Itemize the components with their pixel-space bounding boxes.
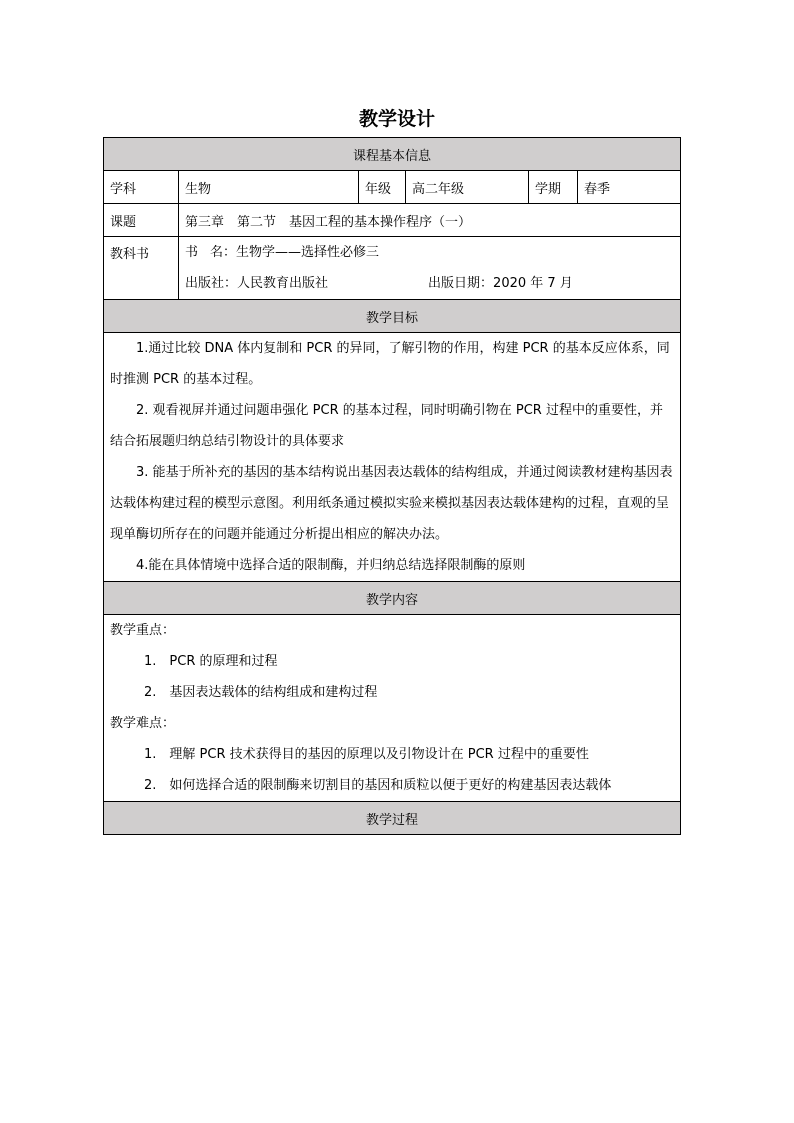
key-point-item: 1. PCR 的原理和过程 <box>144 654 278 669</box>
subject-row <box>104 171 681 204</box>
objectives-body <box>104 333 681 582</box>
book-name-value: 生物学——选择性必修三 <box>236 245 380 260</box>
publisher-value: 人民教育出版社 <box>237 276 329 291</box>
lesson-plan-table <box>103 137 681 835</box>
grade-label: 年级 <box>359 171 406 204</box>
content-header: 教学内容 <box>104 582 681 615</box>
textbook-info <box>179 237 681 300</box>
objective-item: 2. 观看视屏并通过问题串强化 PCR 的基本过程，同时明确引物在 PCR 过程中的重要性，并结合拓展题归纳总结引物设计的具体要求 <box>110 403 663 449</box>
document-title: 教学设计 <box>358 108 435 130</box>
textbook-row <box>104 237 681 300</box>
publisher-label: 出版社： <box>185 276 238 291</box>
subject-value: 生物 <box>179 171 359 204</box>
difficult-point-item: 1. 理解 PCR 技术获得目的基因的原理以及引物设计在 PCR 过程中的重要性 <box>144 747 589 762</box>
objective-item: 1.通过比较 DNA 体内复制和 PCR 的异同，了解引物的作用，构建 PCR 的基本反应体系，同时推测 PCR 的基本过程。 <box>110 341 670 387</box>
objective-item: 3. 能基于所补充的基因的基本结构说出基因表达载体的结构组成，并通过阅读教材建构基因表达载体构建过程的模型示意图。利用纸条通过模拟实验来模拟基因表达载体建构的过程，直观的呈现单酶切所存在的问题并能通过分析提出相应的解决办法。 <box>110 465 673 542</box>
basic-info-header: 课程基本信息 <box>104 138 681 171</box>
difficult-points-label: 教学难点： <box>110 716 176 731</box>
subject-label: 学科 <box>104 171 179 204</box>
book-name-line <box>185 237 674 268</box>
key-points-label: 教学重点： <box>110 623 176 638</box>
book-name-label: 书 <box>185 245 211 260</box>
grade-value: 高二年级 <box>406 171 529 204</box>
key-point-item: 2. 基因表达载体的结构组成和建构过程 <box>144 685 378 700</box>
book-name-label2: 名： <box>210 245 237 260</box>
pub-date-label: 出版日期： <box>428 276 494 291</box>
textbook-label: 教科书 <box>104 237 179 300</box>
objectives-header: 教学目标 <box>104 300 681 333</box>
process-header: 教学过程 <box>104 802 681 835</box>
topic-value: 第三章 第二节 基因工程的基本操作程序（一） <box>179 204 681 237</box>
topic-label: 课题 <box>104 204 179 237</box>
content-body <box>104 615 681 802</box>
term-label: 学期 <box>529 171 578 204</box>
objective-item: 4.能在具体情境中选择合适的限制酶，并归纳总结选择限制酶的原则 <box>136 558 526 573</box>
difficult-point-item: 2. 如何选择合适的限制酶来切割目的基因和质粒以便于更好的构建基因表达载体 <box>144 778 612 793</box>
publisher-line <box>185 268 674 299</box>
pub-date-value: 2020 年 7 月 <box>493 276 573 291</box>
topic-row <box>104 204 681 237</box>
term-value: 春季 <box>578 171 681 204</box>
